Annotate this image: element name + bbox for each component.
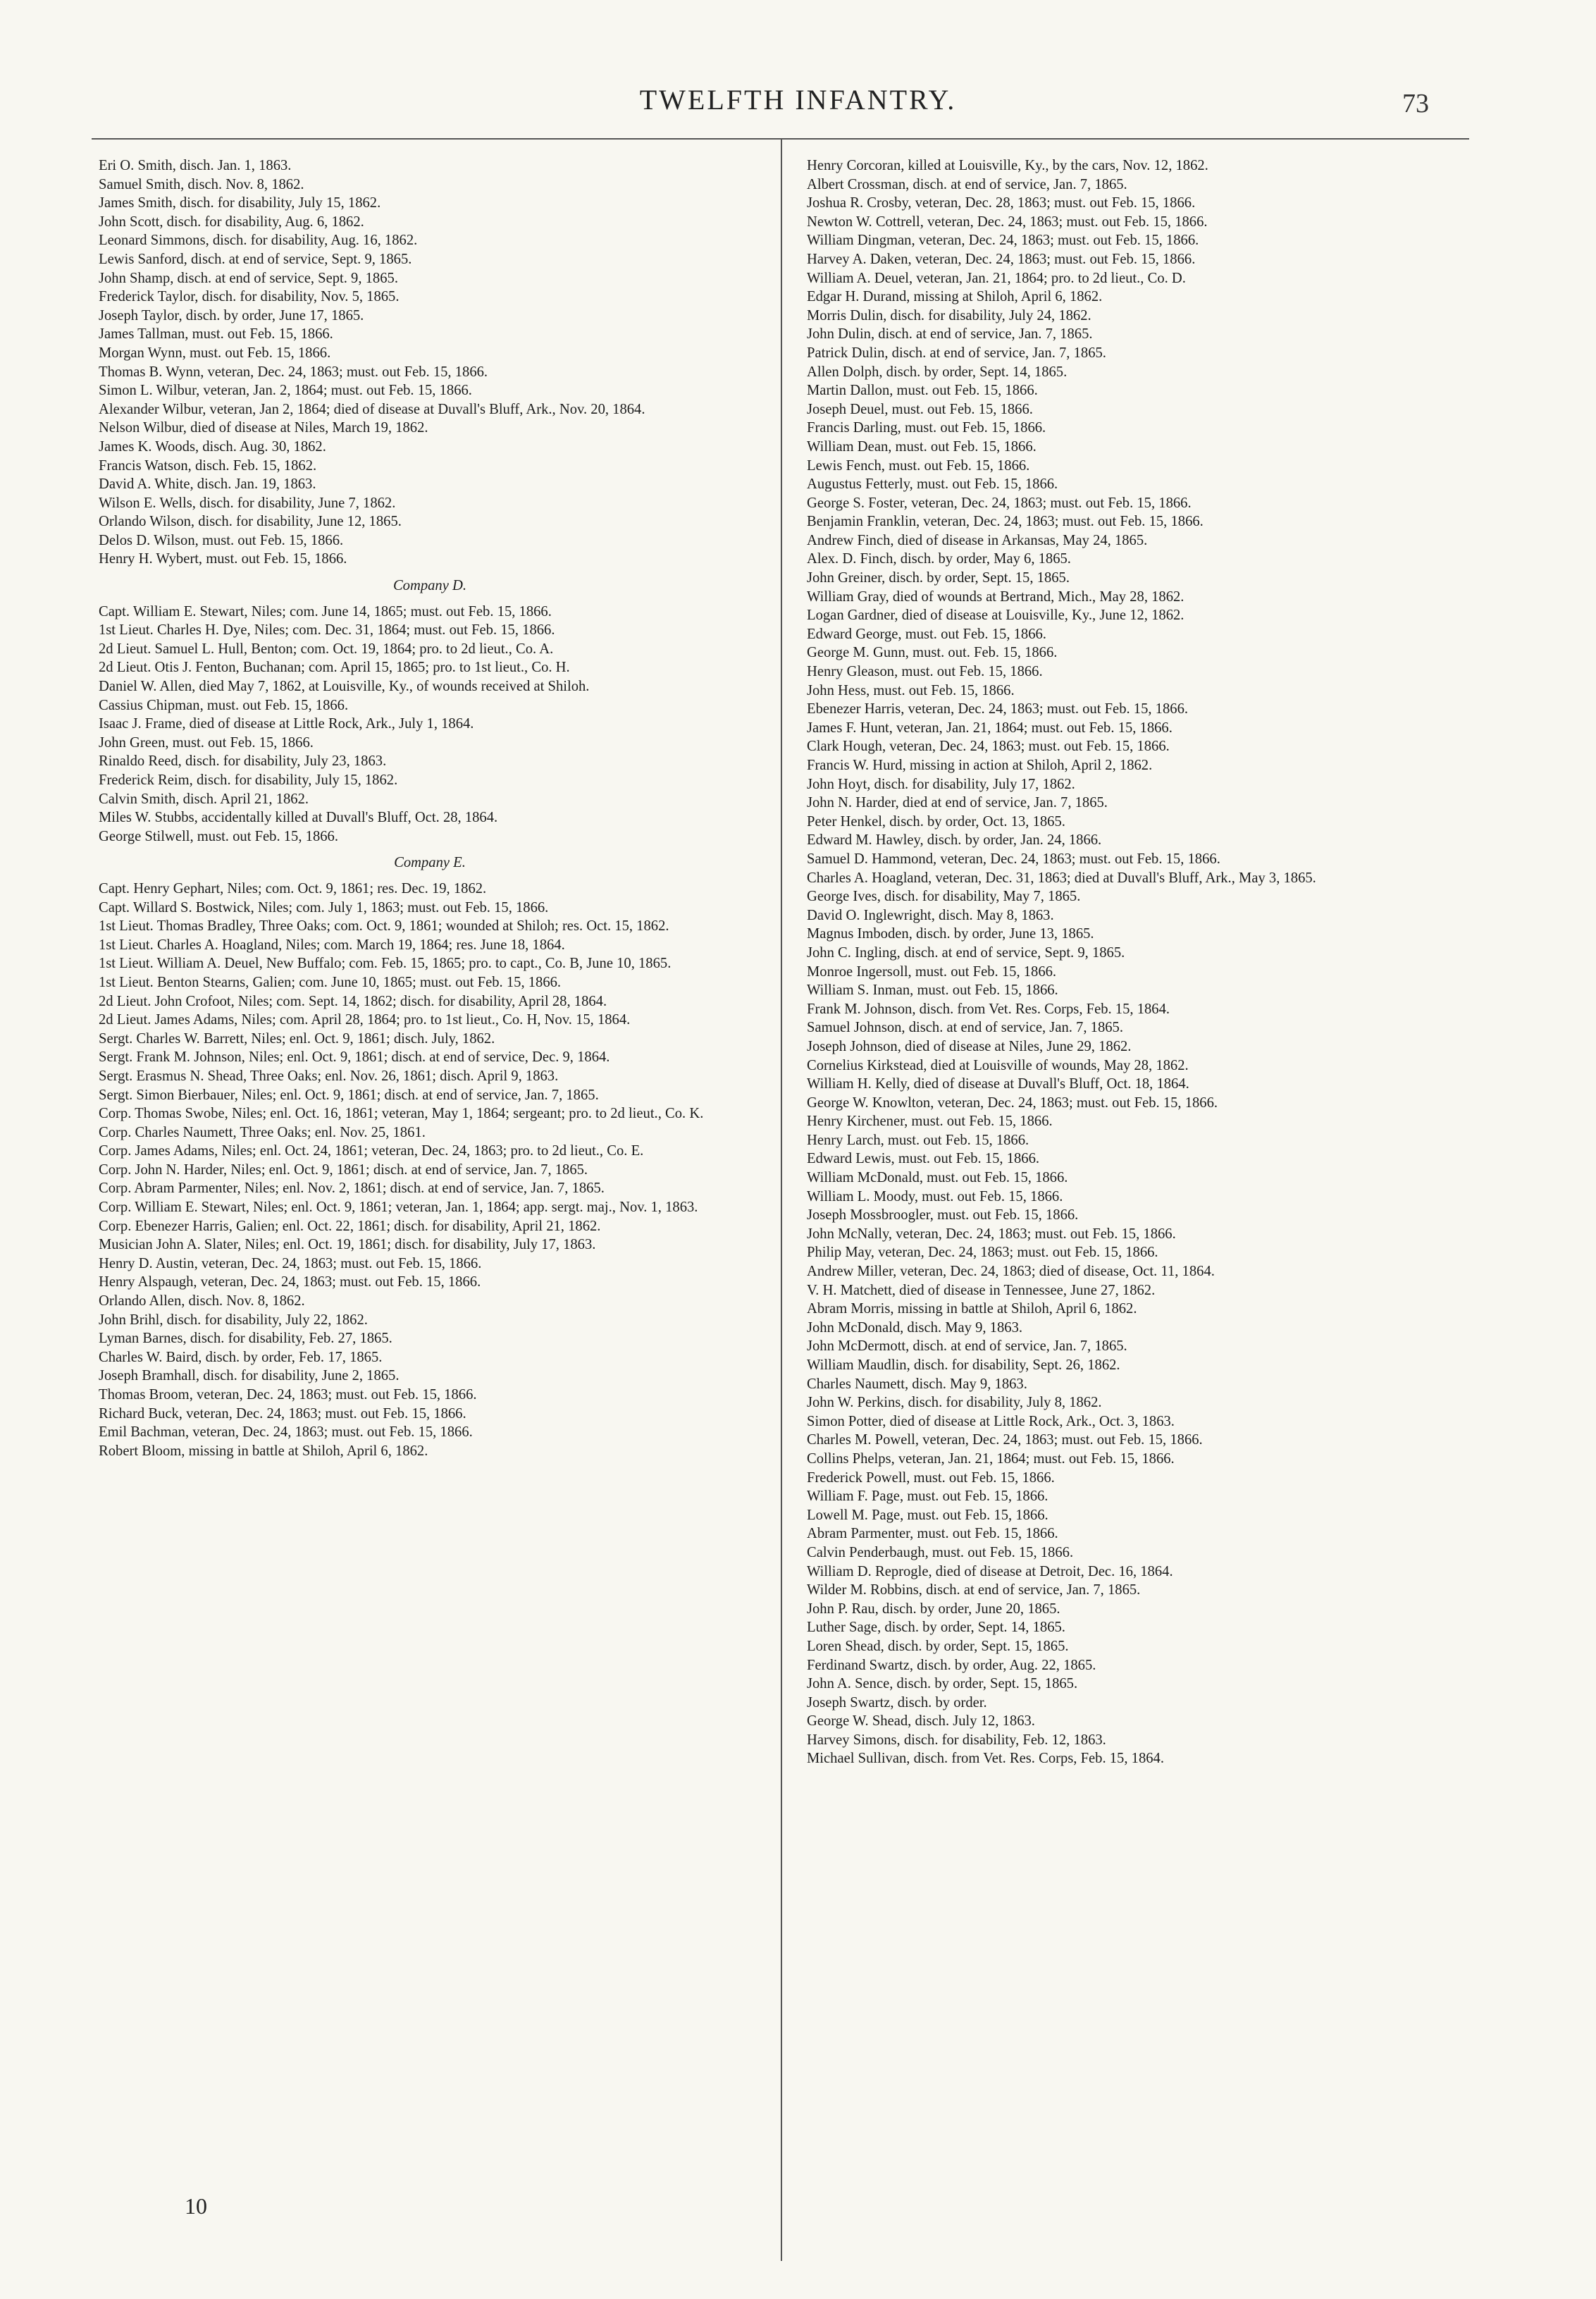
roster-entry: James Tallman, must. out Feb. 15, 1866. <box>99 326 333 343</box>
roster-entry: John W. Perkins, disch. for disability, July 8, 1862. <box>807 1395 1102 1411</box>
roster-entry: 2d Lieut. James Adams, Niles; com. April 28, 1864; pro. to 1st lieut., Co. H, Nov. 15, 1864. <box>99 1012 631 1028</box>
roster-entry: John Shamp, disch. at end of service, Sept. 9, 1865. <box>99 270 398 286</box>
roster-entry: Corp. Thomas Swobe, Niles; enl. Oct. 16, 1861; veteran, May 1, 1864; sergeant; pro. to 2d lieut., Co. K. <box>99 1106 704 1122</box>
roster-entry: Charles W. Baird, disch. by order, Feb. 17, 1865. <box>99 1349 383 1365</box>
roster-entry: John Brihl, disch. for disability, July 22, 1862. <box>99 1312 368 1328</box>
roster-entry: William A. Deuel, veteran, Jan. 21, 1864; pro. to 2d lieut., Co. D. <box>807 270 1186 286</box>
roster-entry: George Ives, disch. for disability, May 7, 1865. <box>807 889 1081 905</box>
roster-entry: Wilder M. Robbins, disch. at end of service, Jan. 7, 1865. <box>807 1582 1141 1598</box>
roster-entry: Harvey Simons, disch. for disability, Feb. 12, 1863. <box>807 1732 1106 1748</box>
roster-entry: Martin Dallon, must. out Feb. 15, 1866. <box>807 383 1038 399</box>
roster-entry: Charles Naumett, disch. May 9, 1863. <box>807 1376 1027 1392</box>
roster-entry: V. H. Matchett, died of disease in Tennessee, June 27, 1862. <box>807 1282 1156 1298</box>
roster-entry: 1st Lieut. Benton Stearns, Galien; com. June 10, 1865; must. out Feb. 15, 1866. <box>99 974 562 990</box>
left-column <box>99 156 761 1460</box>
roster-entry: John Green, must. out Feb. 15, 1866. <box>99 734 314 751</box>
roster-entry: Philip May, veteran, Dec. 24, 1863; must. out Feb. 15, 1866. <box>807 1245 1158 1261</box>
roster-entry: Rinaldo Reed, disch. for disability, July 23, 1863. <box>99 753 387 770</box>
roster-entry: Samuel D. Hammond, veteran, Dec. 24, 1863; must. out Feb. 15, 1866. <box>807 851 1220 867</box>
roster-entry: Monroe Ingersoll, must. out Feb. 15, 1866. <box>807 963 1057 980</box>
roster-entry: John Hess, must. out Feb. 15, 1866. <box>807 682 1015 698</box>
roster-entry: Cassius Chipman, must. out Feb. 15, 1866. <box>99 697 349 713</box>
roster-entry: James Smith, disch. for disability, July 15, 1862. <box>99 195 381 211</box>
signature-mark: 10 <box>185 2193 207 2219</box>
roster-entry: Andrew Miller, veteran, Dec. 24, 1863; died of disease, Oct. 11, 1864. <box>807 1264 1215 1280</box>
roster-entry: Morgan Wynn, must. out Feb. 15, 1866. <box>99 345 331 361</box>
roster-entry: Lewis Sanford, disch. at end of service, Sept. 9, 1865. <box>99 251 412 267</box>
roster-entry: Lewis Fench, must. out Feb. 15, 1866. <box>807 457 1030 474</box>
roster-entry: Magnus Imboden, disch. by order, June 13, 1865. <box>807 926 1094 942</box>
roster-entry: Henry Kirchener, must. out Feb. 15, 1866. <box>807 1114 1053 1130</box>
roster-entry: Francis W. Hurd, missing in action at Shiloh, April 2, 1862. <box>807 758 1153 773</box>
roster-entry: Joseph Deuel, must. out Feb. 15, 1866. <box>807 401 1033 417</box>
roster-entry: 1st Lieut. Charles A. Hoagland, Niles; com. March 19, 1864; res. June 18, 1864. <box>99 937 565 953</box>
roster-entry: William H. Kelly, died of disease at Duvall's Bluff, Oct. 18, 1864. <box>807 1076 1189 1092</box>
roster-entry: John McDermott, disch. at end of service, Jan. 7, 1865. <box>807 1338 1127 1355</box>
roster-entry: Edgar H. Durand, missing at Shiloh, April 6, 1862. <box>807 289 1103 305</box>
roster-entry: George S. Foster, veteran, Dec. 24, 1863; must. out Feb. 15, 1866. <box>807 495 1192 511</box>
roster-entry: Miles W. Stubbs, accidentally killed at Duvall's Bluff, Oct. 28, 1864. <box>99 810 498 826</box>
roster-entry: Sergt. Charles W. Barrett, Niles; enl. Oct. 9, 1861; disch. July, 1862. <box>99 1030 495 1047</box>
roster-entry: Wilson E. Wells, disch. for disability, June 7, 1862. <box>99 495 396 511</box>
roster-entry: John Scott, disch. for disability, Aug. 6, 1862. <box>99 214 364 230</box>
page-number: 73 <box>1402 89 1429 118</box>
roster-entry: William D. Reprogle, died of disease at Detroit, Dec. 16, 1864. <box>807 1563 1173 1579</box>
roster-entry: Albert Crossman, disch. at end of service, Jan. 7, 1865. <box>807 176 1127 192</box>
roster-entry: Luther Sage, disch. by order, Sept. 14, 1865. <box>807 1620 1065 1636</box>
roster-entry: James K. Woods, disch. Aug. 30, 1862. <box>99 438 326 455</box>
roster-entry: John McNally, veteran, Dec. 24, 1863; must. out Feb. 15, 1866. <box>807 1226 1176 1242</box>
roster-entry: Musician John A. Slater, Niles; enl. Oct. 19, 1861; disch. for disability, July 17, 1863. <box>99 1237 596 1253</box>
roster-entry: Peter Henkel, disch. by order, Oct. 13, 1865. <box>807 813 1065 830</box>
roster-entry: 2d Lieut. Samuel L. Hull, Benton; com. Oct. 19, 1864; pro. to 2d lieut., Co. A. <box>99 641 554 657</box>
roster-entry: Logan Gardner, died of disease at Louisville, Ky., June 12, 1862. <box>807 608 1184 624</box>
roster-entry: Corp. Ebenezer Harris, Galien; enl. Oct. 22, 1861; disch. for disability, April 21, 1862. <box>99 1218 601 1234</box>
roster-entry: Joseph Swartz, disch. by order. <box>807 1694 987 1711</box>
right-column <box>807 156 1462 1768</box>
roster-entry: Alexander Wilbur, veteran, Jan 2, 1864; died of disease at Duvall's Bluff, Ark., Nov. 20, 1864. <box>99 401 645 417</box>
roster-entry: 1st Lieut. Thomas Bradley, Three Oaks; com. Oct. 9, 1861; wounded at Shiloh; res. Oct. 15, 1862. <box>99 918 669 935</box>
roster-entry: Loren Shead, disch. by order, Sept. 15, 1865. <box>807 1638 1069 1654</box>
roster-entry: Calvin Smith, disch. April 21, 1862. <box>99 791 309 807</box>
roster-entry: Corp. Charles Naumett, Three Oaks; enl. Nov. 25, 1861. <box>99 1124 426 1140</box>
roster-entry: William Gray, died of wounds at Bertrand, Mich., May 28, 1862. <box>807 588 1184 605</box>
roster-entry: William S. Inman, must. out Feb. 15, 1866. <box>807 982 1058 999</box>
roster-entry: Edward George, must. out Feb. 15, 1866. <box>807 626 1046 642</box>
roster-entry: Clark Hough, veteran, Dec. 24, 1863; must. out Feb. 15, 1866. <box>807 739 1170 755</box>
roster-entry: Henry Corcoran, killed at Louisville, Ky., by the cars, Nov. 12, 1862. <box>807 158 1208 173</box>
roster-entry: Simon Potter, died of disease at Little Rock, Ark., Oct. 3, 1863. <box>807 1413 1175 1429</box>
roster-entry: Harvey A. Daken, veteran, Dec. 24, 1863; must. out Feb. 15, 1866. <box>807 251 1196 267</box>
roster-entry: Henry H. Wybert, must. out Feb. 15, 1866. <box>99 551 347 567</box>
roster-entry: James F. Hunt, veteran, Jan. 21, 1864; must. out Feb. 15, 1866. <box>807 720 1173 736</box>
roster-entry: John N. Harder, died at end of service, Jan. 7, 1865. <box>807 795 1108 811</box>
roster-entry: William McDonald, must. out Feb. 15, 1866. <box>807 1170 1068 1186</box>
roster-entry: William L. Moody, must. out Feb. 15, 1866. <box>807 1188 1063 1204</box>
roster-entry: Francis Watson, disch. Feb. 15, 1862. <box>99 457 317 474</box>
roster-entry: Alex. D. Finch, disch. by order, May 6, 1865. <box>807 551 1071 567</box>
roster-entry: Sergt. Simon Bierbauer, Niles; enl. Oct. 9, 1861; disch. at end of service, Jan. 7, 1865. <box>99 1087 599 1103</box>
roster-entry: Charles M. Powell, veteran, Dec. 24, 1863; must. out Feb. 15, 1866. <box>807 1432 1203 1448</box>
roster-entry: Henry D. Austin, veteran, Dec. 24, 1863; must. out Feb. 15, 1866. <box>99 1255 482 1271</box>
roster-entry: John C. Ingling, disch. at end of service, Sept. 9, 1865. <box>807 944 1125 961</box>
roster-entry: Sergt. Frank M. Johnson, Niles; enl. Oct. 9, 1861; disch. at end of service, Dec. 9, 1864. <box>99 1049 610 1066</box>
roster-entry: Isaac J. Frame, died of disease at Little Rock, Ark., July 1, 1864. <box>99 716 474 732</box>
page-header-title: TWELFTH INFANTRY. <box>639 84 957 116</box>
column-divider <box>781 140 782 2261</box>
roster-entry: 2d Lieut. Otis J. Fenton, Buchanan; com. April 15, 1865; pro. to 1st lieut., Co. H. <box>99 660 570 676</box>
roster-entry: William F. Page, must. out Feb. 15, 1866. <box>807 1489 1048 1505</box>
roster-entry: George M. Gunn, must. out. Feb. 15, 1866. <box>807 645 1058 661</box>
roster-entry: Henry Alspaugh, veteran, Dec. 24, 1863; must. out Feb. 15, 1866. <box>99 1274 481 1290</box>
roster-entry: Ferdinand Swartz, disch. by order, Aug. 22, 1865. <box>807 1657 1096 1673</box>
roster-entry: Leonard Simmons, disch. for disability, Aug. 16, 1862. <box>99 233 418 249</box>
roster-entry: Sergt. Erasmus N. Shead, Three Oaks; enl. Nov. 26, 1861; disch. April 9, 1863. <box>99 1068 559 1084</box>
roster-entry: John Dulin, disch. at end of service, Jan. 7, 1865. <box>807 326 1093 343</box>
roster-entry: Frederick Taylor, disch. for disability, Nov. 5, 1865. <box>99 289 400 305</box>
roster-entry: Abram Parmenter, must. out Feb. 15, 1866. <box>807 1526 1058 1542</box>
roster-entry: Abram Morris, missing in battle at Shiloh, April 6, 1862. <box>807 1301 1137 1317</box>
roster-entry: Nelson Wilbur, died of disease at Niles, March 19, 1862. <box>99 420 428 436</box>
roster-entry: Joseph Taylor, disch. by order, June 17, 1865. <box>99 307 364 323</box>
roster-entry: George W. Shead, disch. July 12, 1863. <box>807 1713 1035 1730</box>
roster-entry: Augustus Fetterly, must. out Feb. 15, 1866. <box>807 476 1058 493</box>
roster-entry: Robert Bloom, missing in battle at Shiloh, April 6, 1862. <box>99 1443 428 1459</box>
roster-entry: Daniel W. Allen, died May 7, 1862, at Louisville, Ky., of wounds received at Shiloh. <box>99 679 590 695</box>
roster-entry: Joseph Bramhall, disch. for disability, June 2, 1865. <box>99 1368 400 1384</box>
roster-entry: Joseph Johnson, died of disease at Niles, June 29, 1862. <box>807 1038 1132 1054</box>
roster-entry: George W. Knowlton, veteran, Dec. 24, 1863; must. out Feb. 15, 1866. <box>807 1095 1218 1111</box>
roster-entry: Lyman Barnes, disch. for disability, Feb. 27, 1865. <box>99 1331 392 1347</box>
roster-entry: Capt. Henry Gephart, Niles; com. Oct. 9, 1861; res. Dec. 19, 1862. <box>99 880 487 896</box>
roster-entry: Frank M. Johnson, disch. from Vet. Res. Corps, Feb. 15, 1864. <box>807 1001 1170 1017</box>
roster-entry: Calvin Penderbaugh, must. out Feb. 15, 1866. <box>807 1544 1074 1560</box>
roster-entry: Samuel Johnson, disch. at end of service, Jan. 7, 1865. <box>807 1020 1123 1036</box>
roster-entry: John A. Sence, disch. by order, Sept. 15, 1865. <box>807 1676 1078 1692</box>
roster-entry: Frederick Reim, disch. for disability, July 15, 1862. <box>99 772 398 788</box>
roster-entry: 1st Lieut. William A. Deuel, New Buffalo; com. Feb. 15, 1865; pro. to capt., Co. B, June 10, 1865. <box>99 956 672 972</box>
roster-entry: Charles A. Hoagland, veteran, Dec. 31, 1863; died at Duvall's Bluff, Ark., May 3, 1865. <box>807 870 1316 886</box>
roster-entry: David O. Inglewright, disch. May 8, 1863. <box>807 907 1054 923</box>
roster-entry: Lowell M. Page, must. out Feb. 15, 1866. <box>807 1507 1048 1523</box>
roster-entry: Samuel Smith, disch. Nov. 8, 1862. <box>99 176 304 192</box>
roster-entry: William Dingman, veteran, Dec. 24, 1863; must. out Feb. 15, 1866. <box>807 233 1199 249</box>
roster-entry: Frederick Powell, must. out Feb. 15, 1866. <box>807 1469 1055 1486</box>
roster-entry: Edward Lewis, must. out Feb. 15, 1866. <box>807 1151 1040 1167</box>
roster-entry: Henry Gleason, must. out Feb. 15, 1866. <box>807 664 1043 680</box>
roster-entry: Joshua R. Crosby, veteran, Dec. 28, 1863; must. out Feb. 15, 1866. <box>807 195 1196 211</box>
roster-entry: Corp. John N. Harder, Niles; enl. Oct. 9, 1861; disch. at end of service, Jan. 7, 1865. <box>99 1161 588 1178</box>
roster-entry: Emil Bachman, veteran, Dec. 24, 1863; must. out Feb. 15, 1866. <box>99 1424 473 1441</box>
roster-entry: Delos D. Wilson, must. out Feb. 15, 1866. <box>99 532 344 548</box>
roster-entry: Corp. Abram Parmenter, Niles; enl. Nov. 2, 1861; disch. at end of service, Jan. 7, 1865. <box>99 1181 605 1197</box>
roster-entry: John P. Rau, disch. by order, June 20, 1865. <box>807 1601 1060 1617</box>
roster-entry: Newton W. Cottrell, veteran, Dec. 24, 1863; must. out Feb. 15, 1866. <box>807 214 1208 230</box>
roster-entry: Francis Darling, must. out Feb. 15, 1866. <box>807 420 1046 436</box>
roster-entry: Edward M. Hawley, disch. by order, Jan. 24, 1866. <box>807 832 1102 849</box>
roster-entry: Collins Phelps, veteran, Jan. 21, 1864; must. out Feb. 15, 1866. <box>807 1450 1175 1467</box>
roster-entry: William Dean, must. out Feb. 15, 1866. <box>807 438 1037 455</box>
roster-entry: Benjamin Franklin, veteran, Dec. 24, 1863; must. out Feb. 15, 1866. <box>807 514 1204 530</box>
roster-entry: Allen Dolph, disch. by order, Sept. 14, 1865. <box>807 364 1068 380</box>
roster-entry: Henry Larch, must. out Feb. 15, 1866. <box>807 1132 1029 1148</box>
roster-entry: Joseph Mossbroogler, must. out Feb. 15, 1866. <box>807 1207 1079 1224</box>
roster-entry: Capt. William E. Stewart, Niles; com. June 14, 1865; must. out Feb. 15, 1866. <box>99 603 552 620</box>
company-heading: Company D. <box>392 578 467 594</box>
roster-entry: David A. White, disch. Jan. 19, 1863. <box>99 476 316 493</box>
roster-entry: Michael Sullivan, disch. from Vet. Res. Corps, Feb. 15, 1864. <box>807 1751 1164 1767</box>
roster-entry: John Hoyt, disch. for disability, July 17, 1862. <box>807 776 1075 792</box>
roster-entry: John Greiner, disch. by order, Sept. 15, 1865. <box>807 570 1070 586</box>
roster-entry: Andrew Finch, died of disease in Arkansas, May 24, 1865. <box>807 532 1148 548</box>
roster-entry: Corp. James Adams, Niles; enl. Oct. 24, 1861; veteran, Dec. 24, 1863; pro. to 2d lieut., Co. E. <box>99 1143 644 1159</box>
roster-entry: Richard Buck, veteran, Dec. 24, 1863; must. out Feb. 15, 1866. <box>99 1405 466 1422</box>
roster-entry: Orlando Wilson, disch. for disability, June 12, 1865. <box>99 514 402 530</box>
roster-entry: Cornelius Kirkstead, died at Louisville of wounds, May 28, 1862. <box>807 1057 1189 1073</box>
roster-entry: George Stilwell, must. out Feb. 15, 1866. <box>99 828 338 844</box>
roster-entry: Simon L. Wilbur, veteran, Jan. 2, 1864; must. out Feb. 15, 1866. <box>99 383 472 399</box>
roster-entry: 2d Lieut. John Crofoot, Niles; com. Sept. 14, 1862; disch. for disability, April 28, 1864. <box>99 993 607 1009</box>
roster-entry: Eri O. Smith, disch. Jan. 1, 1863. <box>99 158 292 173</box>
roster-entry: Capt. Willard S. Bostwick, Niles; com. July 1, 1863; must. out Feb. 15, 1866. <box>99 899 549 916</box>
roster-entry: William Maudlin, disch. for disability, Sept. 26, 1862. <box>807 1357 1120 1373</box>
roster-entry: Orlando Allen, disch. Nov. 8, 1862. <box>99 1293 305 1309</box>
company-heading: Company E. <box>394 855 466 871</box>
roster-entry: Thomas Broom, veteran, Dec. 24, 1863; must. out Feb. 15, 1866. <box>99 1387 477 1403</box>
roster-entry: Ebenezer Harris, veteran, Dec. 24, 1863; must. out Feb. 15, 1866. <box>807 701 1189 717</box>
roster-entry: Morris Dulin, disch. for disability, July 24, 1862. <box>807 307 1091 323</box>
roster-entry: 1st Lieut. Charles H. Dye, Niles; com. Dec. 31, 1864; must. out Feb. 15, 1866. <box>99 622 555 639</box>
roster-entry: Thomas B. Wynn, veteran, Dec. 24, 1863; must. out Feb. 15, 1866. <box>99 364 488 380</box>
roster-entry: Patrick Dulin, disch. at end of service, Jan. 7, 1865. <box>807 345 1106 361</box>
roster-entry: John McDonald, disch. May 9, 1863. <box>807 1319 1023 1336</box>
roster-entry: Corp. William E. Stewart, Niles; enl. Oct. 9, 1861; veteran, Jan. 1, 1864; app. sergt. maj., Nov. 1, 1863. <box>99 1200 698 1216</box>
